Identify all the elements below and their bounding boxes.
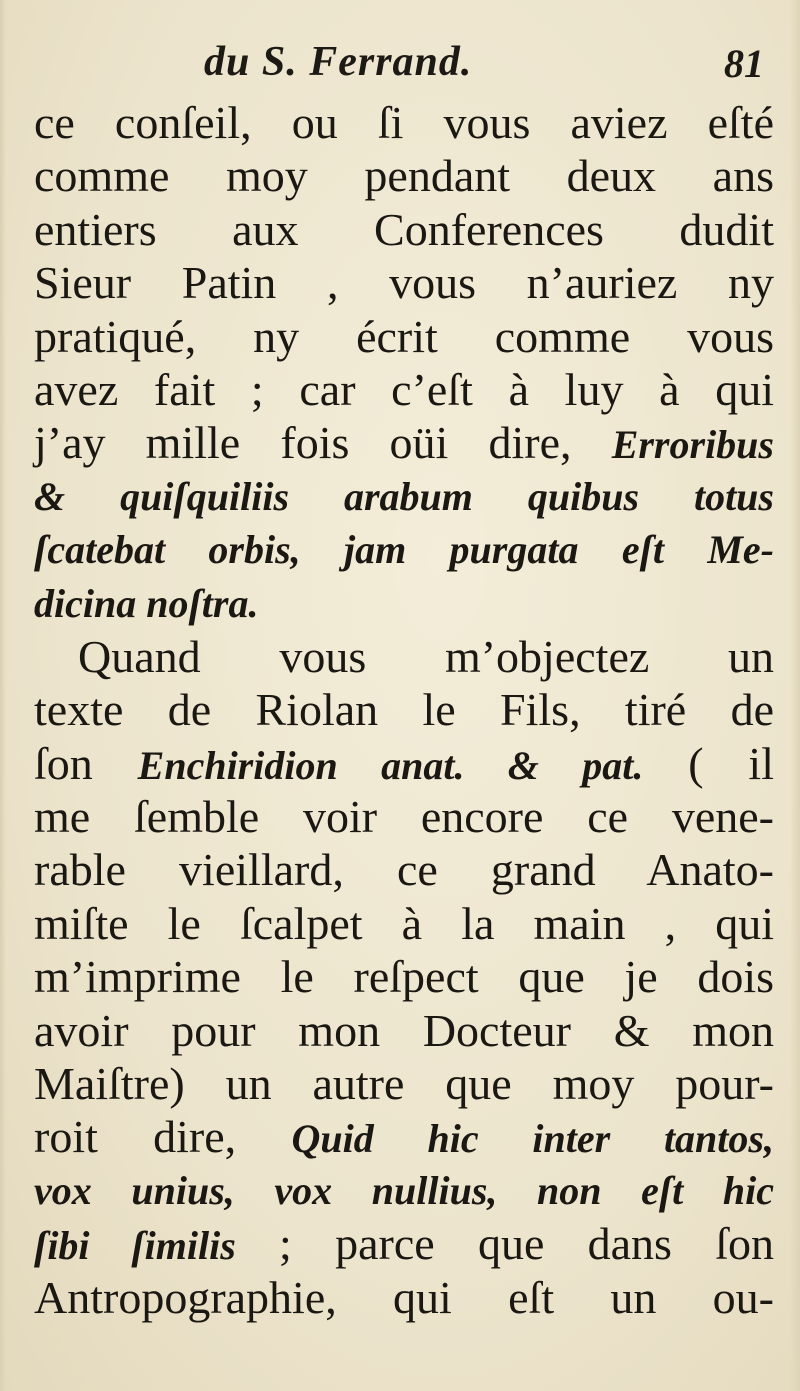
text-line: m’imprime le reſpect que je dois xyxy=(34,951,774,1003)
text-line: rable vieillard, ce grand Anato- xyxy=(34,844,774,896)
latin-quote-text: Quid hic inter tantos, xyxy=(291,1116,774,1162)
text-line: me ſemble voir encore ce vene- xyxy=(34,791,774,843)
page-edge-shadow-right xyxy=(790,0,800,1391)
page-edge-shadow-left xyxy=(0,0,6,1391)
text-line: pratiqué, ny écrit comme vous xyxy=(34,310,774,362)
text-line: entiers aux Conferences dudit xyxy=(34,203,774,255)
text-line: texte de Riolan le Fils, tiré de xyxy=(34,684,774,736)
text-line: Antropographie, qui eſt un ou- xyxy=(34,1271,774,1323)
text-line xyxy=(34,1217,774,1270)
latin-quote-text: ſibi ſimilis xyxy=(34,1223,236,1269)
text-line: comme moy pendant deux ans xyxy=(34,150,774,202)
text-line xyxy=(34,737,774,790)
text-line: avez fait ; car c’eſt à luy à qui xyxy=(34,363,774,415)
text-line xyxy=(34,1110,774,1163)
latin-quote-line: & quiſquiliis arabum quibus totus xyxy=(34,473,774,519)
latin-quote-line: dicina noſtra. xyxy=(34,580,259,626)
book-title-text: Enchiridion anat. & pat. xyxy=(137,742,644,788)
body-text xyxy=(34,96,774,1324)
text-run: ſon xyxy=(34,737,138,789)
running-title: du S. Ferrand. xyxy=(204,39,473,85)
text-line: Maiſtre) un autre que moy pour- xyxy=(34,1058,774,1110)
text-line: ce conſeil, ou ſi vous aviez eſté xyxy=(34,97,774,148)
text-run: ( il xyxy=(643,737,774,789)
text-line: avoir pour mon Docteur & mon xyxy=(34,1004,774,1056)
text-line: Sieur Patin , vous n’auriez ny xyxy=(34,257,774,309)
text-run: ; parce que dans ſon xyxy=(235,1218,775,1270)
latin-quote-line: vox unius, vox nullius, non eſt hic xyxy=(34,1167,774,1213)
paragraph-start-line: Quand vous m’objectez un xyxy=(78,630,774,682)
latin-quote-line: ſcatebat orbis, jam purgata eſt Me- xyxy=(34,527,774,573)
text-run: j’ay mille fois oüi dire, xyxy=(34,417,612,469)
text-run: roit dire, xyxy=(34,1111,292,1163)
latin-quote-text: Erroribus xyxy=(611,422,774,468)
running-head xyxy=(34,38,774,94)
text-line: miſte le ſcalpet à la main , qui xyxy=(34,897,774,949)
text-line xyxy=(34,416,774,469)
page-number: 81 xyxy=(724,41,764,86)
